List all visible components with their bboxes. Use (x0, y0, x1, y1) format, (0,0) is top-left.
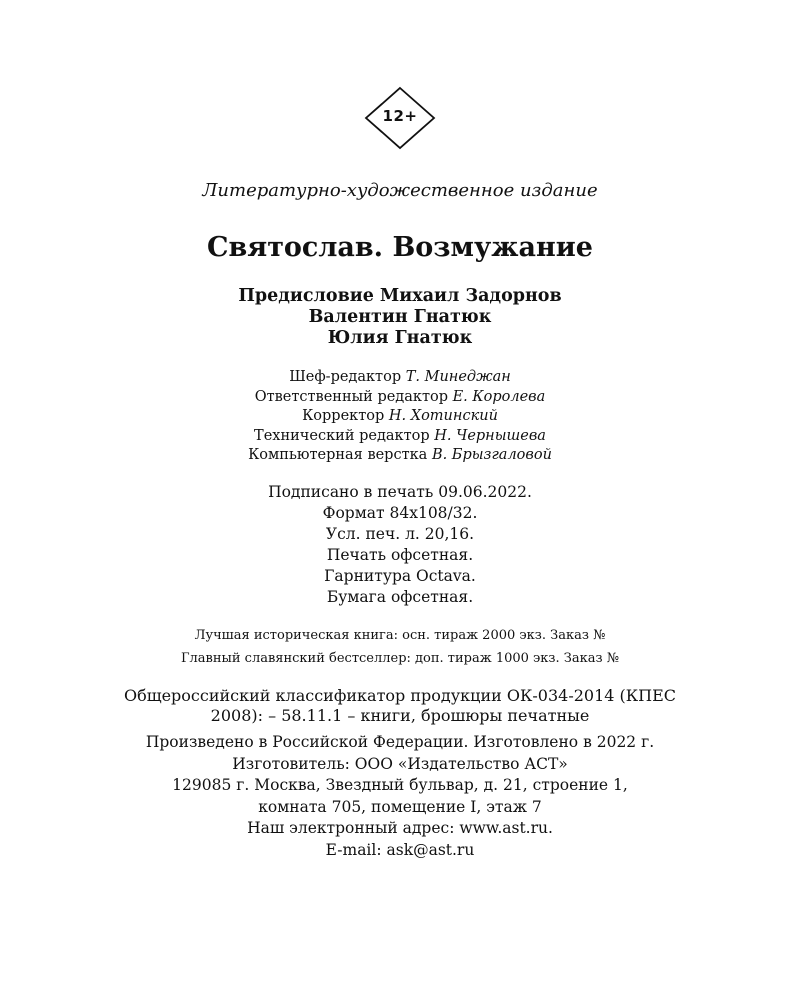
print-info-line: Усл. печ. л. 20,16. (325, 525, 475, 543)
production-line: 129085 г. Москва, Звездный бульвар, д. 21, строение 1, (172, 776, 628, 794)
circulation-line: Лучшая историческая книга: осн. тираж 2000 экз. Заказ № (194, 628, 606, 643)
manufacturer-info (0, 732, 800, 861)
staff-line (0, 388, 800, 408)
staff-role: Компьютерная верстка (248, 447, 428, 463)
staff-role: Технический редактор (254, 427, 430, 444)
staff-name: Н. Хотинский (388, 408, 498, 424)
staff-line (0, 368, 800, 388)
author-line: Предисловие Михаил Задорнов (238, 286, 562, 306)
print-info (0, 482, 800, 608)
book-title: Святослав. Возмужание (207, 232, 593, 263)
print-info-line: Бумага офсетная. (326, 588, 474, 606)
staff-line (0, 407, 800, 427)
staff-credits (0, 368, 800, 466)
author-line: Валентин Гнатюк (308, 307, 492, 327)
classifier-line: 2008): – 58.11.1 – книги, брошюры печатные (210, 706, 590, 725)
authors-block (0, 286, 800, 349)
staff-role: Ответственный редактор (254, 388, 448, 405)
product-classifier (0, 686, 800, 726)
production-line: Произведено в Российской Федерации. Изготовлено в 2022 г. (145, 733, 655, 751)
staff-name: В. Брызгаловой (431, 447, 552, 463)
age-rating-text: 12+ (382, 107, 418, 125)
staff-role: Корректор (302, 408, 385, 424)
production-line: Наш электронный адрес: www.ast.ru. (247, 819, 553, 837)
print-info-line: Гарнитура Octava. (324, 567, 476, 585)
age-rating-badge-container (0, 86, 800, 150)
author-line: Юлия Гнатюк (327, 328, 473, 348)
print-info-line: Подписано в печать 09.06.2022. (268, 483, 532, 501)
circulation-info (0, 624, 800, 670)
production-line: E-mail: ask@ast.ru (325, 840, 475, 859)
staff-role: Шеф-редактор (289, 369, 402, 385)
staff-line (0, 446, 800, 466)
production-line: комната 705, помещение I, этаж 7 (258, 797, 542, 816)
production-line: Изготовитель: ООО «Издательство АСТ» (232, 754, 568, 773)
circulation-line: Главный славянский бестселлер: доп. тираж 1000 экз. Заказ № (180, 651, 620, 666)
staff-name: Е. Королева (452, 388, 546, 405)
staff-line (0, 427, 800, 447)
print-info-line: Печать офсетная. (326, 546, 474, 564)
classifier-line: Общероссийский классификатор продукции ОК-034-2014 (КПЕС (123, 686, 677, 705)
print-info-line: Формат 84x108/32. (322, 504, 478, 522)
staff-name: Н. Чернышева (434, 427, 546, 444)
age-rating-badge (364, 86, 436, 150)
staff-name: Т. Минеджан (405, 369, 511, 385)
genre-label: Литературно-художественное издание (202, 180, 598, 201)
